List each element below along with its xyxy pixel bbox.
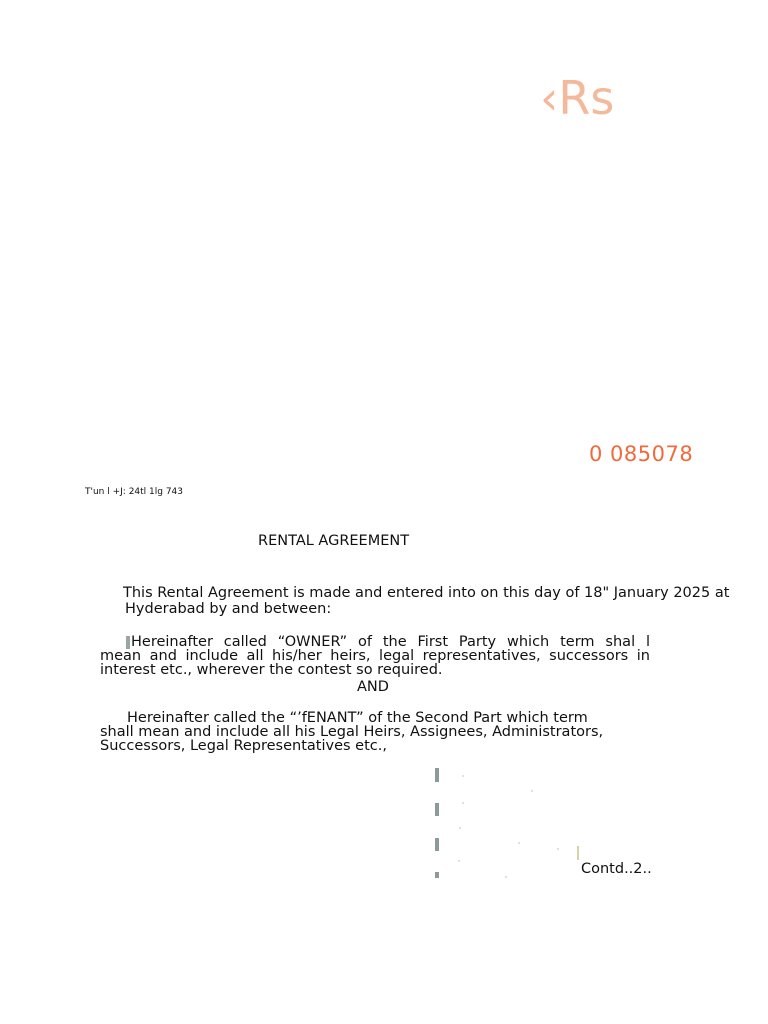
tenant-clause-line-2: shall mean and include all his Legal Heirs, Assignees, Administrators, <box>100 724 604 740</box>
scan-dot <box>531 790 533 792</box>
scan-dot <box>505 876 507 878</box>
scan-dot <box>462 775 464 777</box>
scan-speck <box>435 838 439 851</box>
scan-dot <box>557 848 559 850</box>
reference-line: T'un l +J: 24tl 1lg 743 <box>85 487 184 497</box>
tenant-clause-line-1: Hereinafter called the “’fENANT” of the Second Part which term <box>127 710 588 726</box>
continuation-marker: Contd..2.. <box>581 861 652 877</box>
stamp-serial-number: 0 085078 <box>589 442 694 466</box>
owner-clause-line-2: mean and include all his/her heirs, legal representatives, successors in <box>100 648 650 664</box>
scan-dot <box>458 860 460 862</box>
owner-clause-line-1: Hereinafter called “OWNER” of the First Party which term shal l <box>131 634 650 650</box>
tenant-clause-line-3: Successors, Legal Representatives etc., <box>100 738 387 754</box>
scan-speck <box>435 803 439 816</box>
scan-speck <box>435 768 439 782</box>
scan-dot <box>462 802 464 804</box>
document-title: RENTAL AGREEMENT <box>258 533 410 549</box>
intro-line-1: This Rental Agreement is made and entered into on this day of 18" January 2025 at <box>123 585 730 601</box>
intro-line-2: Hyderabad by and between: <box>125 601 332 617</box>
party-separator: AND <box>357 679 389 695</box>
scan-speck <box>577 846 579 860</box>
scan-dot <box>459 827 461 829</box>
stamp-paper-mark: ‹Rs <box>540 71 615 125</box>
owner-clause-line-3: interest etc., wherever the contest so required. <box>100 662 443 678</box>
scan-speck <box>435 872 439 878</box>
scan-dot <box>518 842 520 844</box>
